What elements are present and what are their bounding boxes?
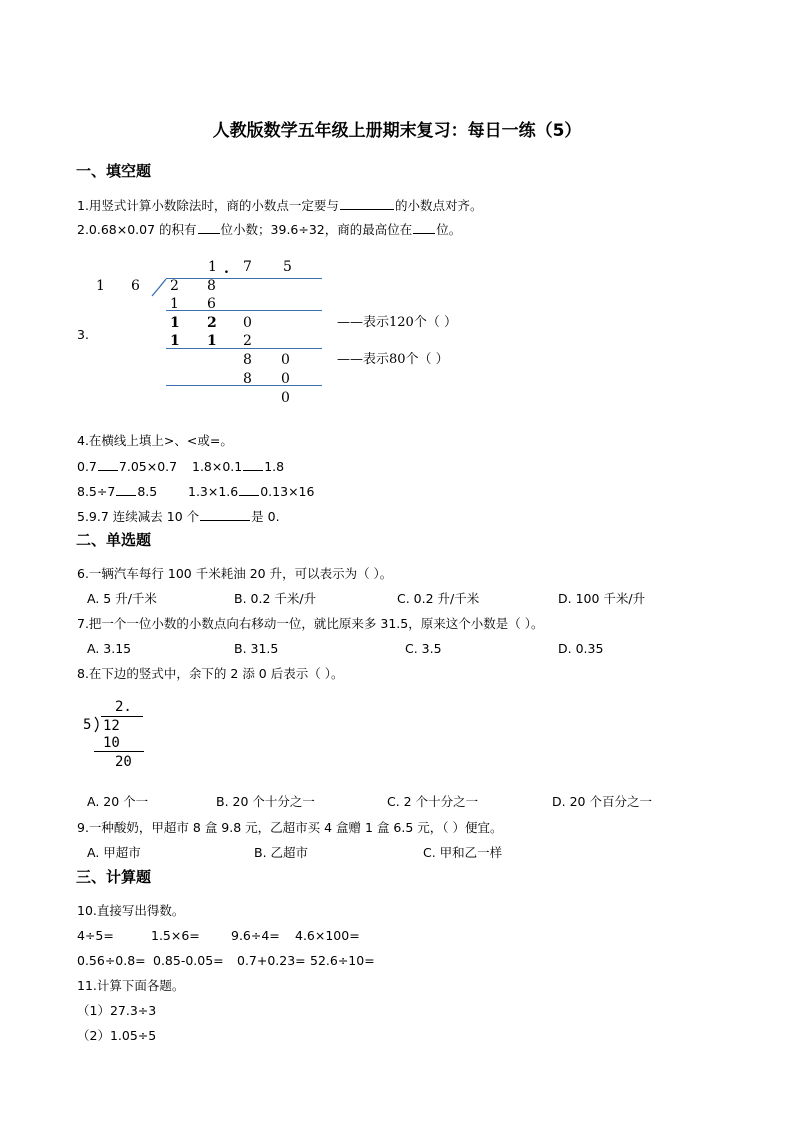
calc-item: 4.6×100= <box>295 928 360 943</box>
option-a[interactable]: A. 5 升/千米 <box>87 591 157 606</box>
step-digit: 2 <box>207 315 217 331</box>
option-a[interactable]: A. 20 个一 <box>87 794 149 809</box>
question-4-prompt: 4.在横线上填上>、<或=。 <box>77 433 233 448</box>
question-10-stem: 10.直接写出得数。 <box>77 903 185 918</box>
section-heading-calculation: 三、计算题 <box>76 868 152 886</box>
compare-left: 1.3×1.6 <box>188 484 239 499</box>
step-digit: 1 <box>170 333 180 349</box>
question-4-row-2b <box>188 483 314 500</box>
question-4-row-2 <box>77 483 157 500</box>
dividend-digit: 2 <box>170 278 179 294</box>
step-digit: 0 <box>281 371 290 387</box>
calc-problem: （1）27.3÷3 <box>77 1003 157 1018</box>
option-c[interactable]: C. 甲和乙一样 <box>423 845 503 860</box>
subtrahend: 10 <box>103 735 120 751</box>
quotient-digit: 1 <box>208 259 217 275</box>
question-8-stem: 8.在下边的竖式中，余下的 2 添 0 后表示（ ）。 <box>77 666 344 681</box>
quotient-digit: 7 <box>243 259 252 275</box>
question-1-text-a: 1.用竖式计算小数除法时，商的小数点一定要与 <box>77 198 339 213</box>
annotation-80: ——表示80个（ ） <box>337 352 449 367</box>
step-digit: 0 <box>243 315 252 331</box>
answer-blank[interactable] <box>243 458 263 471</box>
question-9-stem: 9.一种酸奶，甲超市 8 盒 9.8 元，乙超市买 4 盒赠 1 盒 6.5 元，（ ）便宜。 <box>77 820 503 835</box>
step-digit: 8 <box>243 371 252 387</box>
option-a[interactable]: A. 甲超市 <box>87 845 141 860</box>
quotient-point: . <box>224 261 229 277</box>
option-c[interactable]: C. 0.2 升/千米 <box>397 591 480 606</box>
step-digit: 2 <box>243 333 252 349</box>
step-digit: 1 <box>170 315 180 331</box>
question-1-text-b: 的小数点对齐。 <box>394 198 483 213</box>
division-bar <box>101 716 143 717</box>
option-c[interactable]: C. 2 个十分之一 <box>387 794 479 809</box>
calc-item: 0.85-0.05= <box>153 953 224 968</box>
step-digit: 1 <box>207 333 217 349</box>
calc-item: 4÷5= <box>77 928 114 943</box>
answer-blank[interactable] <box>239 483 259 496</box>
option-d[interactable]: D. 20 个百分之一 <box>552 794 652 809</box>
compare-left: 1.8×0.1 <box>192 459 243 474</box>
answer-blank[interactable] <box>116 483 136 496</box>
step-digit: 1 <box>170 296 179 312</box>
compare-right: 1.8 <box>264 459 285 474</box>
calc-problem: （2）1.05÷5 <box>77 1028 157 1043</box>
option-b[interactable]: B. 20 个十分之一 <box>216 794 315 809</box>
question-2-text-a: 2.0.68×0.07 的积有 <box>77 222 197 237</box>
step-digit: 6 <box>207 296 216 312</box>
question-5-text-a: 5.9.7 连续减去 10 个 <box>77 509 200 524</box>
subtraction-line <box>94 751 144 752</box>
calc-item: 52.6÷10= <box>310 953 375 968</box>
step-digit: 0 <box>281 352 290 368</box>
option-a[interactable]: A. 3.15 <box>87 641 132 656</box>
question-7-stem: 7.把一个一位小数的小数点向右移动一位，就比原来多 31.5，原来这个小数是（ ）。 <box>77 616 544 631</box>
subtraction-line <box>166 385 322 386</box>
question-5 <box>77 508 280 525</box>
compare-left: 8.5÷7 <box>77 484 116 499</box>
option-b[interactable]: B. 0.2 千米/升 <box>234 591 317 606</box>
question-4-row-1b <box>192 458 284 475</box>
compare-left: 0.7 <box>77 459 97 474</box>
remainder: 20 <box>115 754 132 770</box>
question-3-number: 3. <box>77 327 89 342</box>
division-bracket <box>150 278 170 298</box>
divisor: 5 <box>83 717 92 733</box>
quotient-digit: 5 <box>283 259 292 275</box>
subtraction-line <box>166 348 322 349</box>
subtraction-line <box>166 310 322 311</box>
question-5-text-b: 是 0. <box>251 509 280 524</box>
quotient: 2. <box>115 699 132 715</box>
option-b[interactable]: B. 31.5 <box>234 641 279 656</box>
calc-item: 0.56÷0.8= <box>77 953 146 968</box>
calc-item: 9.6÷4= <box>231 928 280 943</box>
long-division-figure <box>0 0 794 420</box>
division-bar <box>166 278 322 279</box>
division-bracket <box>93 716 103 734</box>
divisor-digit: 1 <box>96 278 105 294</box>
compare-right: 0.13×16 <box>260 484 315 499</box>
answer-blank[interactable] <box>98 458 118 471</box>
page-title: 人教版数学五年级上册期末复习：每日一练（5） <box>212 121 582 141</box>
step-digit: 0 <box>281 390 290 406</box>
dividend-digit: 8 <box>207 278 216 294</box>
compare-right: 8.5 <box>137 484 158 499</box>
section-heading-fill-blank: 一、填空题 <box>76 162 152 180</box>
option-d[interactable]: D. 100 千米/升 <box>558 591 646 606</box>
compare-right: 7.05×0.7 <box>118 459 178 474</box>
question-2-text-b: 位小数；39.6÷32，商的最高位在 <box>220 222 413 237</box>
dividend: 12 <box>103 718 120 734</box>
calc-item: 1.5×6= <box>151 928 200 943</box>
question-6-stem: 6.一辆汽车每行 100 千米耗油 20 升，可以表示为（ ）。 <box>77 566 393 581</box>
step-digit: 8 <box>243 352 252 368</box>
answer-blank[interactable] <box>200 508 250 521</box>
question-11-stem: 11.计算下面各题。 <box>77 978 185 993</box>
annotation-120: ——表示120个（ ） <box>337 315 457 330</box>
option-c[interactable]: C. 3.5 <box>405 641 442 656</box>
calc-item: 0.7+0.23= <box>237 953 306 968</box>
question-4-row-1 <box>77 458 177 475</box>
option-d[interactable]: D. 0.35 <box>558 641 604 656</box>
option-b[interactable]: B. 乙超市 <box>254 845 309 860</box>
question-2-text-c: 位。 <box>436 222 462 237</box>
divisor-digit: 6 <box>131 278 140 294</box>
section-heading-single-choice: 二、单选题 <box>76 531 152 549</box>
